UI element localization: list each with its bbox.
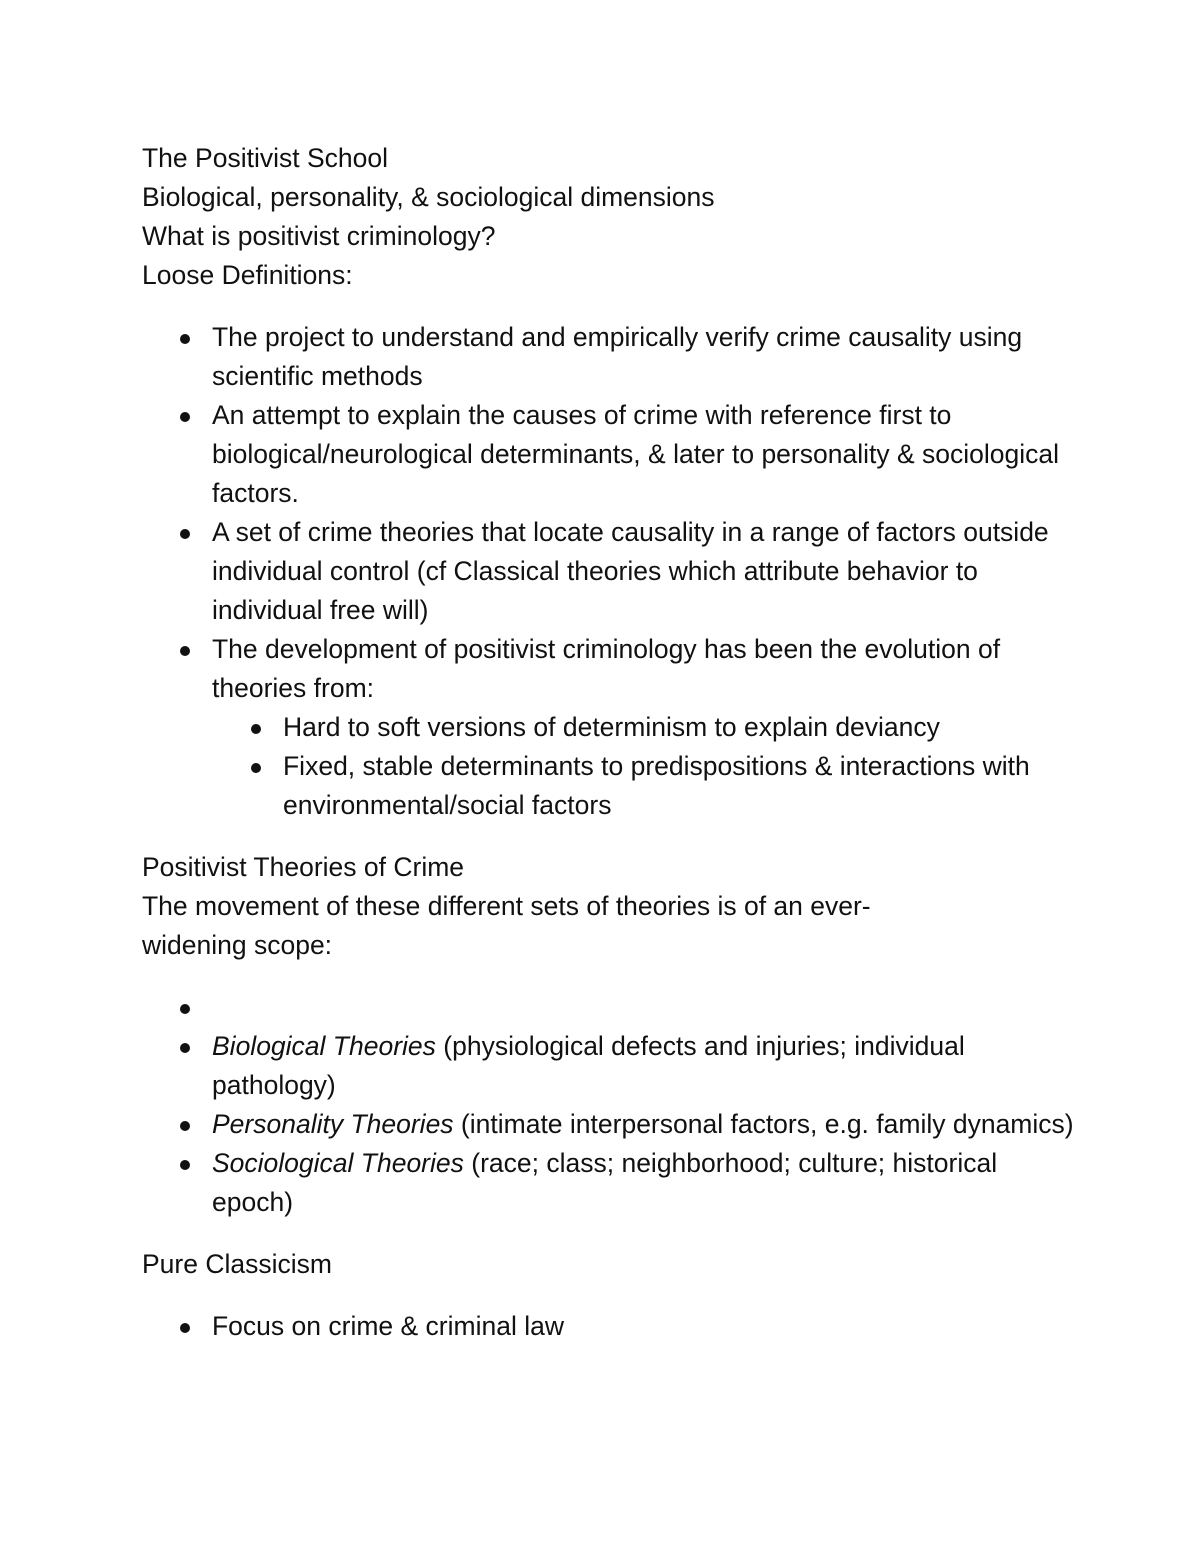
doc-question: What is positivist criminology? [142,221,496,251]
list-item: Focus on crime & criminal law [142,1307,1082,1346]
theories-heading: Positivist Theories of Crime [142,852,465,882]
classicism-list [142,1307,1082,1346]
theories-list [142,988,1082,1222]
list-item [142,1144,1082,1222]
list-item [142,1105,1082,1144]
list-item [142,630,1082,825]
theories-intro: The movement of these different sets of theories is of an ever-widening scope: [142,891,871,960]
theory-desc: (intimate interpersonal factors, e.g. family dynamics) [453,1109,1074,1139]
list-item: A set of crime theories that locate causality in a range of factors outside individual control (cf Classical theories which attribute behavior to individual free will) [142,513,1082,630]
document-page [142,139,1082,1346]
classicism-heading: Pure Classicism [142,1249,332,1279]
theory-name: Personality Theories [212,1109,454,1139]
definitions-list [142,318,1082,825]
doc-title: The Positivist School [142,143,388,173]
empty-list-item [142,988,1082,1027]
theory-desc: (physiological defects and injuries; individual pathology) [212,1031,965,1100]
sub-list-item: Fixed, stable determinants to predispositions & interactions with environmental/social factors [212,747,1082,825]
sub-list-item: Hard to soft versions of determinism to explain deviancy [212,708,1082,747]
loose-definitions-heading: Loose Definitions: [142,260,353,290]
theory-desc: (race; class; neighborhood; culture; historical epoch) [212,1148,998,1217]
theory-name: Biological Theories [212,1031,436,1061]
evolution-sublist [212,708,1082,825]
theory-name: Sociological Theories [212,1148,464,1178]
list-item-text: The development of positivist criminology has been the evolution of theories from: [212,634,1001,703]
list-item: An attempt to explain the causes of crime with reference first to biological/neurological determinants, & later to personality & sociological factors. [142,396,1082,513]
list-item [142,1027,1082,1105]
list-item: The project to understand and empirically verify crime causality using scientific methods [142,318,1082,396]
doc-subtitle: Biological, personality, & sociological dimensions [142,182,715,212]
